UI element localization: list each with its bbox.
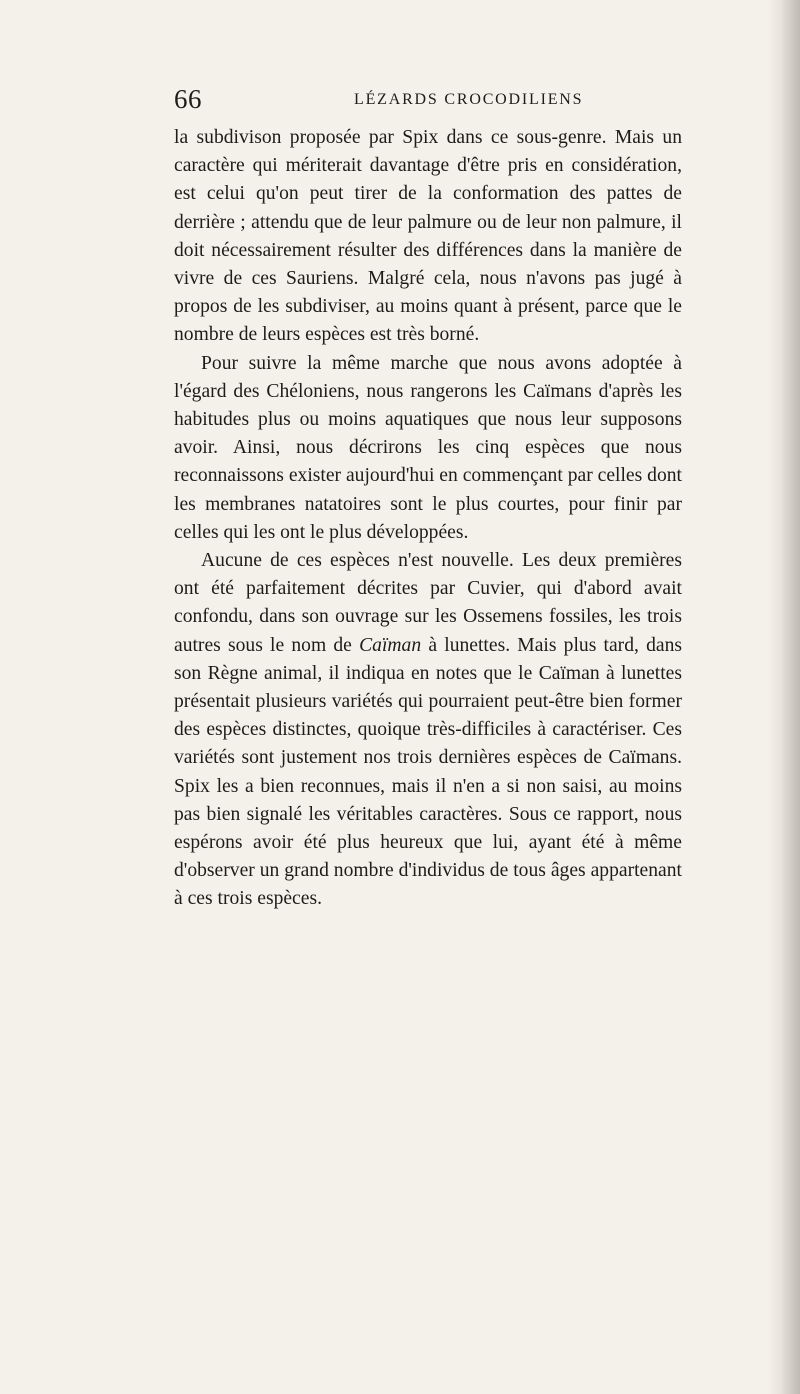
paragraph-1: la subdivison proposée par Spix dans ce sous-genre. Mais un caractère qui mériterait davantage d'être pris en considération, est celui qu'on peut tirer de la conformation des pattes de derrière ; attendu que de leur palmure ou de leur non palmure, il doit nécessairement résulter des différences dans la manière de vivre de ces Sauriens. Malgré cela, nous n'avons pas jugé à propos de les subdiviser, au moins quant à présent, parce que le nombre de leurs espèces est très borné. [174,127,682,346]
page-edge-shadow [780,0,800,1394]
paragraph-3-text-a: Aucune de ces espèces n'est nouvelle. Les deux premières ont été parfaitement décrites par Cuvier, qui d'abord avait confondu, dans son ouvrage sur les Ossemens fossiles, les trois autres sous le nom de [174,550,682,656]
running-head: LÉZARDS CROCODILIENS [354,91,584,108]
page-number: 66 [174,84,202,114]
paragraph-3-text-b: à lunettes. Mais plus tard, dans son Règne animal, il indiqua en notes que le Caïman à lunettes présentait plusieurs variétés qui pourraient peut-être bien former des espèces distinctes, quoique très-difficiles à caractériser. Ces variétés sont justement nos trois dernières espèces de Caïmans. Spix les a bien reconnues, mais il n'en a si non saisi, au moins pas bien signalé les véritables caractères. Sous ce rapport, nous espérons avoir été plus heureux que lui, ayant été à même d'observer un grand nombre d'individus de tous âges appartenant à ces trois espèces. [174,634,683,910]
page-header [174,84,675,124]
italic-term: Caïman [359,634,422,656]
body-text [174,124,682,914]
paragraph-3 [174,547,682,914]
paragraph-2: Pour suivre la même marche que nous avons adoptée à l'égard des Chéloniens, nous rangerons les Caïmans d'après les habitudes plus ou moins aquatiques que nous leur supposons avoir. Ainsi, nous décrirons les cinq espèces que nous reconnaissons exister aujourd'hui en commençant par celles dont les membranes natatoires sont le plus courtes, pour finir par celles qui les ont le plus développées. [174,352,682,543]
